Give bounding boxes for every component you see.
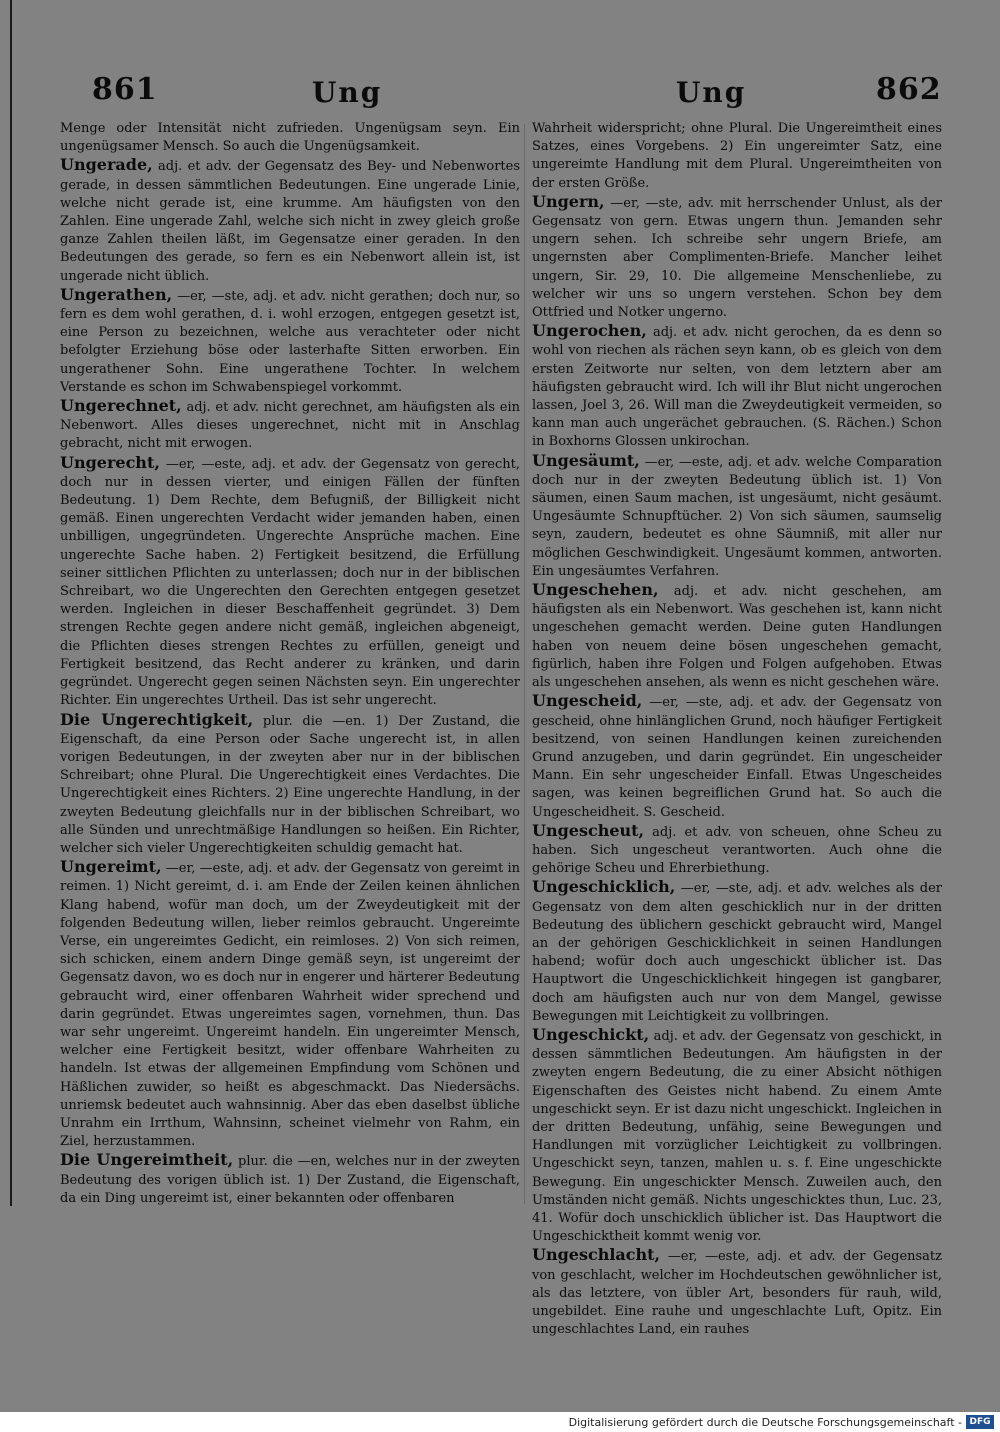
dictionary-entry	[532, 322, 942, 451]
entry-headword: Ungeschickt,	[532, 1024, 650, 1044]
dictionary-entry	[532, 822, 942, 879]
entry-text: adj. et adv. nicht gerochen, da es denn so wohl von riechen als rächen seyn kann, ob es gleich von dem ersten Zeitworte nur selten, von dem letztern aber am häufigsten gebraucht wird. Ich will ihr Blut nicht ungerochen lassen, Joel 3, 26. Will man die Zweydeutigkeit vermeiden, so kann man auch ungerächet gebrauchen. (S. Rächen.) Schon in Boxhorns Glossen unkirochan.	[532, 325, 942, 450]
entry-headword: Ungesäumt,	[532, 450, 640, 470]
entry-headword: Die Ungerechtigkeit,	[60, 709, 254, 729]
entry-text: adj. et adv. der Gegensatz von geschickt, in dessen sämmtlichen Bedeutungen. Am häufigsten in der zweyten engern Bedeutung, die zu einer Absicht nöthigen Eigenschaften des Geistes nicht habend. Zu einem Amte ungeschickt seyn. Er ist dazu nicht ungeschickt. Ingleichen in der dritten Bedeutung, unfähig, seine Bewegungen und Handlungen mit vorzüglicher Leichtigkeit zu vollbringen. Ungeschickt seyn, tanzen, mahlen u. s. f. Eine ungeschickte Bewegung. Ein ungeschickter Mensch. Zuweilen auch, den Umständen nicht gemäß. Nichts ungeschicktes thun, Luc. 23, 41. Wofür doch unschicklich üblicher ist. Das Hauptwort die Ungeschicktheit kommt wenig vor.	[532, 1028, 942, 1245]
entry-text: —er, —ste, adj. et adv. nicht gerathen; doch nur, so fern es dem wohl gerathen, d. i. wohl erzogen, entgegen gesetzt ist, eine Person zu bezeichnen, welche aus verachteter oder nicht befolgter Erziehung böse oder lasterhafte Sitten erworben. Ein ungerathener Sohn. Eine ungerathene Tochter. In welchem Verstande es schon im Schwabenspiegel vorkommt.	[60, 288, 521, 395]
entry-headword: Ungerade,	[60, 155, 153, 175]
dictionary-entry	[532, 1246, 942, 1339]
entry-headword: Ungeschehen,	[532, 580, 659, 600]
left-page-number: 861	[92, 72, 158, 107]
left-catchword: Ung	[312, 76, 383, 109]
dictionary-entry	[60, 286, 520, 397]
entry-headword: Ungerochen,	[532, 321, 647, 341]
dictionary-entry	[60, 1151, 520, 1208]
entry-headword: Ungeschlacht,	[532, 1245, 661, 1265]
entry-text: Wahrheit widerspricht; ohne Plural. Die Ungereimtheit eines Satzes, eines Vorgebens. 2) Ein ungereimter Satz, eine ungereimte Handlung mit dem Plural. Ungereimtheiten von der ersten Größe.	[532, 121, 942, 191]
entry-text: —er, —ste, adv. mit herrschender Unlust, als der Gegensatz von gern. Etwas ungern thun. Jemanden sehr ungern sehen. Ich schreibe sehr ungern Briefe, am ungernsten aber Complimenten-Briefe. Mancher leihet ungern, Sir. 29, 10. Die allgemeine Menschenliebe, zu welcher wir uns so ungern verstehen. Schon bey dem Ottfried und Notker ungerno.	[532, 195, 942, 321]
entry-text: adj. et adv. der Gegensatz des Bey- und Nebenwortes gerade, in dessen sämmtlichen Bedeutungen. Eine ungerade Linie, welche nicht gerade ist, eine krumme. Am häufigsten von den Zahlen. Eine ungerade Zahl, welche sich nicht in zwey gleich große ganze Zahlen theilen läßt, im Gegensatze einer geraden. In den Bedeutungen des gerade, so fern es ein Nebenwort allein ist, ist ungerade nicht üblich.	[60, 159, 521, 284]
left-column	[60, 118, 520, 1208]
entry-text: adj. et adv. nicht gerechnet, am häufigsten als ein Nebenwort. Alles dieses ungerechnet, nicht mit in Anschlag gebracht, nicht mit erwogen.	[60, 400, 520, 452]
dictionary-entry	[60, 858, 520, 1151]
right-catchword: Ung	[676, 76, 747, 109]
dictionary-entry	[532, 581, 942, 692]
entry-text: Menge oder Intensität nicht zufrieden. Ungenügsam seyn. Ein ungenügsamer Mensch. So auch die Ungenügsamkeit.	[60, 121, 520, 155]
entry-text: —er, —este, adj. et adv. der Gegensatz von gerecht, doch nur in dessen vierter, und einigen Fällen der fünften Bedeutung. 1) Dem Rechte, dem Befugniß, der Billigkeit nicht gemäß. Einen ungerechten Verdacht wider jemanden haben, einen unbilligen, ungegründeten. Ungerechte Ansprüche machen. Eine ungerechte Sache haben. 2) Fertigkeit besitzend, die Erfüllung seiner sittlichen Pflichten zu unterlassen; doch nur in der biblischen Schreibart, wo die Ungerechten den Gerechten entgegen gesetzet werden. Ingleichen in dieser Beschaffenheit gegründet. 3) Dem strengen Rechte gegen andere nicht gemäß, ingleichen abgeneigt, die Pflichten dieses strengen Rechtes zu erfüllen, geneigt und Fertigkeit besitzend, das Recht anderer zu kränken, und darin gegründet. Ungerecht gegen seinen Nächsten seyn. Ein ungerechter Richter. Ein ungerechtes Urtheil. Das ist sehr ungerecht.	[60, 456, 520, 709]
dictionary-entry	[532, 193, 942, 322]
page-edge-rule	[10, 0, 12, 1206]
dictionary-entry	[532, 692, 942, 821]
entry-headword: Ungeschicklich,	[532, 877, 676, 897]
entry-text: —er, —este, adj. et adv. welche Comparation doch nur in der zweyten Bedeutung üblich ist. 1) Von säumen, einen Saum machen, ist ungesäumt, nicht gesäumt. Ungesäumte Schnupftücher. 2) Von sich säumen, saumselig seyn, zaudern, bedeutet es ohne Säumniß, mit aller nur möglichen Geschwindigkeit. Ungesäumt kommen, antworten. Ein ungesäumtes Verfahren.	[532, 454, 942, 579]
dictionary-entry	[60, 397, 520, 454]
entry-headword: Ungescheid,	[532, 691, 643, 711]
dictionary-entry	[532, 1026, 942, 1246]
entry-text: plur. die —en, welches nur in der zweyten Bedeutung des vorigen üblich ist. 1) Der Zustand, die Eigenschaft, da ein Ding ungereimt ist, einer bekannten oder offenbaren	[60, 1154, 520, 1206]
dictionary-entry	[60, 118, 520, 156]
right-page-number: 862	[876, 72, 942, 107]
funding-credit: Digitalisierung gefördert durch die Deutsche Forschungsgemeinschaft -	[568, 1416, 962, 1429]
dictionary-entry	[532, 452, 942, 581]
entry-headword: Ungerecht,	[60, 452, 160, 472]
dfg-logo: DFG	[966, 1415, 994, 1429]
entry-text: —er, —este, adj. et adv. der Gegensatz von gereimt in reimen. 1) Nicht gereimt, d. i. am Ende der Zeilen keinen ähnlichen Klang habend, wofür man doch, um der Zweydeutigkeit mit der folgenden Bedeutung willen, lieber reimlos gebraucht. Ungereimte Verse, ein ungereimtes Gedicht, ein reimloses. 2) Von sich reimen, sich schicken, einem andern Dinge gemäß seyn, ist ungereimt der Gegensatz davon, wo es doch nur in engerer und härterer Bedeutung gebraucht wird, einer offenbaren Wahrheit wider sprechend und darin gegründet. Etwas ungereimtes sagen, vornehmen, thun. Das war sehr ungereimt. Ungereimt handeln. Ein ungereimter Mensch, welcher eine Fertigkeit besitzt, wider offenbare Wahrheiten zu handeln. Ist etwas der allgemeinen Empfindung vom Schönen und Häßlichen zuwider, so heißt es abgeschmackt. Das Niedersächs. unriemsk bedeutet auch wahnsinnig. Aber das eben daselbst übliche Unrahm ein Irrthum, Wahnsinn, scheinet vielmehr von Rahm, ein Ziel, herzustammen.	[60, 861, 520, 1150]
dictionary-entry	[60, 454, 520, 711]
entry-text: adj. et adv. von scheuen, ohne Scheu zu haben. Sich ungescheut verantworten. Auch ohne die gehörige Scheu und Ehrerbiethung.	[532, 824, 942, 877]
footer-bar	[0, 1412, 1000, 1432]
dictionary-entry	[60, 711, 520, 859]
dictionary-entry	[532, 878, 942, 1026]
entry-headword: Ungereimt,	[60, 857, 162, 877]
entry-headword: Ungern,	[532, 191, 605, 211]
entry-text: plur. die —en. 1) Der Zustand, die Eigenschaft, da eine Person oder Sache ungerecht ist, in allen vorigen Bedeutungen, in der zweyten aber nur in der biblischen Schreibart; ohne Plural. Die Ungerechtigkeit eines Verdachtes. Die Ungerechtigkeit eines Richters. 2) Eine ungerechte Handlung, in der zweyten Bedeutung gleichfalls nur in der biblischen Schreibart, wo alle Sünden und unrechtmäßige Handlungen so heißen. Ein Richter, welcher sich vieler Ungerechtigkeiten schuldig gemacht hat.	[60, 713, 520, 856]
entry-headword: Die Ungereimtheit,	[60, 1150, 234, 1170]
dictionary-entry	[60, 156, 520, 285]
entry-headword: Ungerathen,	[60, 284, 173, 304]
dictionary-entry	[532, 118, 942, 193]
column-divider	[524, 124, 525, 1204]
entry-text: adj. et adv. nicht geschehen, am häufigsten als ein Nebenwort. Was geschehen ist, kann nicht ungeschehen gemacht werden. Deine guten Handlungen haben von neuem deine bösen ungeschehen gemacht, figürlich, haben ihre Folgen und Folgen aufgehoben. Etwas als ungeschehen ansehen, als wenn es nicht geschehen wäre.	[532, 584, 942, 691]
entry-headword: Ungescheut,	[532, 820, 645, 840]
entry-headword: Ungerechnet,	[60, 396, 182, 416]
entry-text: —er, —ste, adj. et adv. der Gegensatz von gescheid, ohne hinlänglichen Grund, noch häufiger Fertigkeit besitzend, von seinen Handlungen keinen zureichenden Grund anzugeben, und darin gegründet. Ein ungescheider Mann. Ein sehr ungescheider Einfall. Etwas Ungescheides sagen, was keinen begreiflichen Grund hat. So auch die Ungescheidheit. S. Gescheid.	[532, 695, 942, 820]
right-column	[532, 118, 943, 1338]
entry-text: —er, —ste, adj. et adv. welches als der Gegensatz von dem alten geschicklich nur in der dritten Bedeutung des üblichern geschickt gebraucht wird, Mangel an der gehörigen Geschicklichkeit in seinen Handlungen habend; wofür doch auch ungeschickt üblicher ist. Das Hauptwort die Ungeschicklichkeit hingegen ist gangbarer, doch am häufigsten auch nur von dem Mangel, gewisse Bewegungen mit Leichtigkeit zu vollbringen.	[532, 881, 942, 1024]
entry-text: —er, —este, adj. et adv. der Gegensatz von geschlacht, welcher im Hochdeutschen gewöhnlicher ist, als das letztere, von übler Art, besonders für rauh, wild, ungebildet. Eine rauhe und ungeschlachte Luft, Opitz. Ein ungeschlachtes Land, ein rauhes	[532, 1249, 943, 1338]
